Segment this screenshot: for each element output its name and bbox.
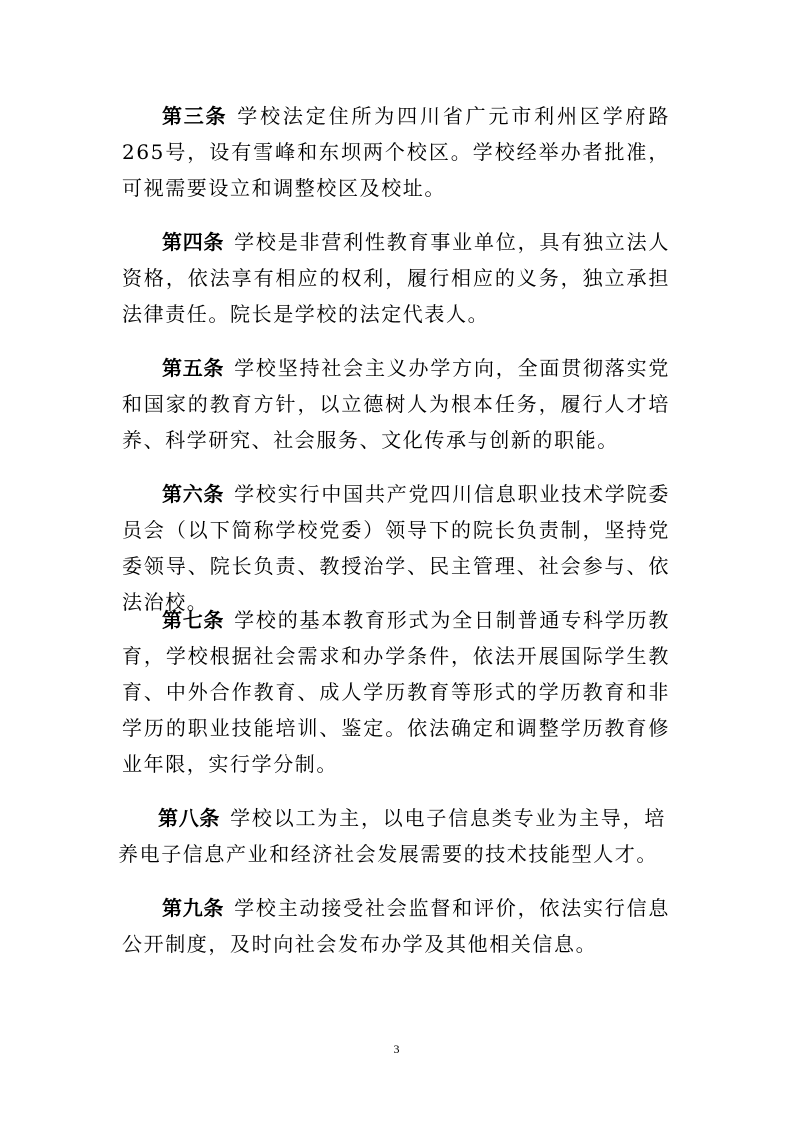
article-8 (118, 800, 666, 872)
article-text: 学校是非营利性教育事业单位，具有独立法人资格，依法享有相应的权利，履行相应的义务，独立承担法律责任。院长是学校的法定代表人。 (122, 230, 671, 326)
article-number: 第六条 (162, 482, 225, 506)
article-9 (122, 890, 670, 962)
article-number: 第九条 (162, 896, 225, 920)
article-number: 第七条 (162, 608, 225, 632)
article-text: 学校的基本教育形式为全日制普通专科学历教育，学校根据社会需求和办学条件，依法开展国际学生教育、中外合作教育、成人学历教育等形式的学历教育和非学历的职业技能培训、鉴定。依法确定和调整学历教育修业年限，实行学分制。 (122, 608, 671, 776)
article-4 (122, 224, 670, 332)
article-text: 学校主动接受社会监督和评价，依法实行信息公开制度，及时向社会发布办学及其他相关信息。 (122, 896, 671, 956)
article-text: 学校以工为主，以电子信息类专业为主导，培养电子信息产业和经济社会发展需要的技术技能型人才。 (118, 806, 667, 866)
article-7 (122, 602, 670, 782)
article-number: 第八条 (158, 806, 221, 830)
page-number: 3 (393, 1042, 400, 1056)
article-text: 学校坚持社会主义办学方向，全面贯彻落实党和国家的教育方针，以立德树人为根本任务，履行人才培养、科学研究、社会服务、文化传承与创新的职能。 (122, 356, 671, 452)
article-text: 学校法定住所为四川省广元市利州区学府路265号，设有雪峰和东坝两个校区。学校经举办者批准，可视需要设立和调整校区及校址。 (122, 104, 670, 200)
article-text: 学校实行中国共产党四川信息职业技术学院委员会（以下简称学校党委）领导下的院长负责制，坚持党委领导、院长负责、教授治学、民主管理、社会参与、依法治校。 (122, 482, 671, 614)
article-number: 第三条 (162, 104, 228, 128)
article-5 (122, 350, 670, 458)
article-number: 第四条 (162, 230, 225, 254)
article-6 (122, 476, 670, 620)
article-3 (122, 98, 670, 206)
article-number: 第五条 (162, 356, 225, 380)
